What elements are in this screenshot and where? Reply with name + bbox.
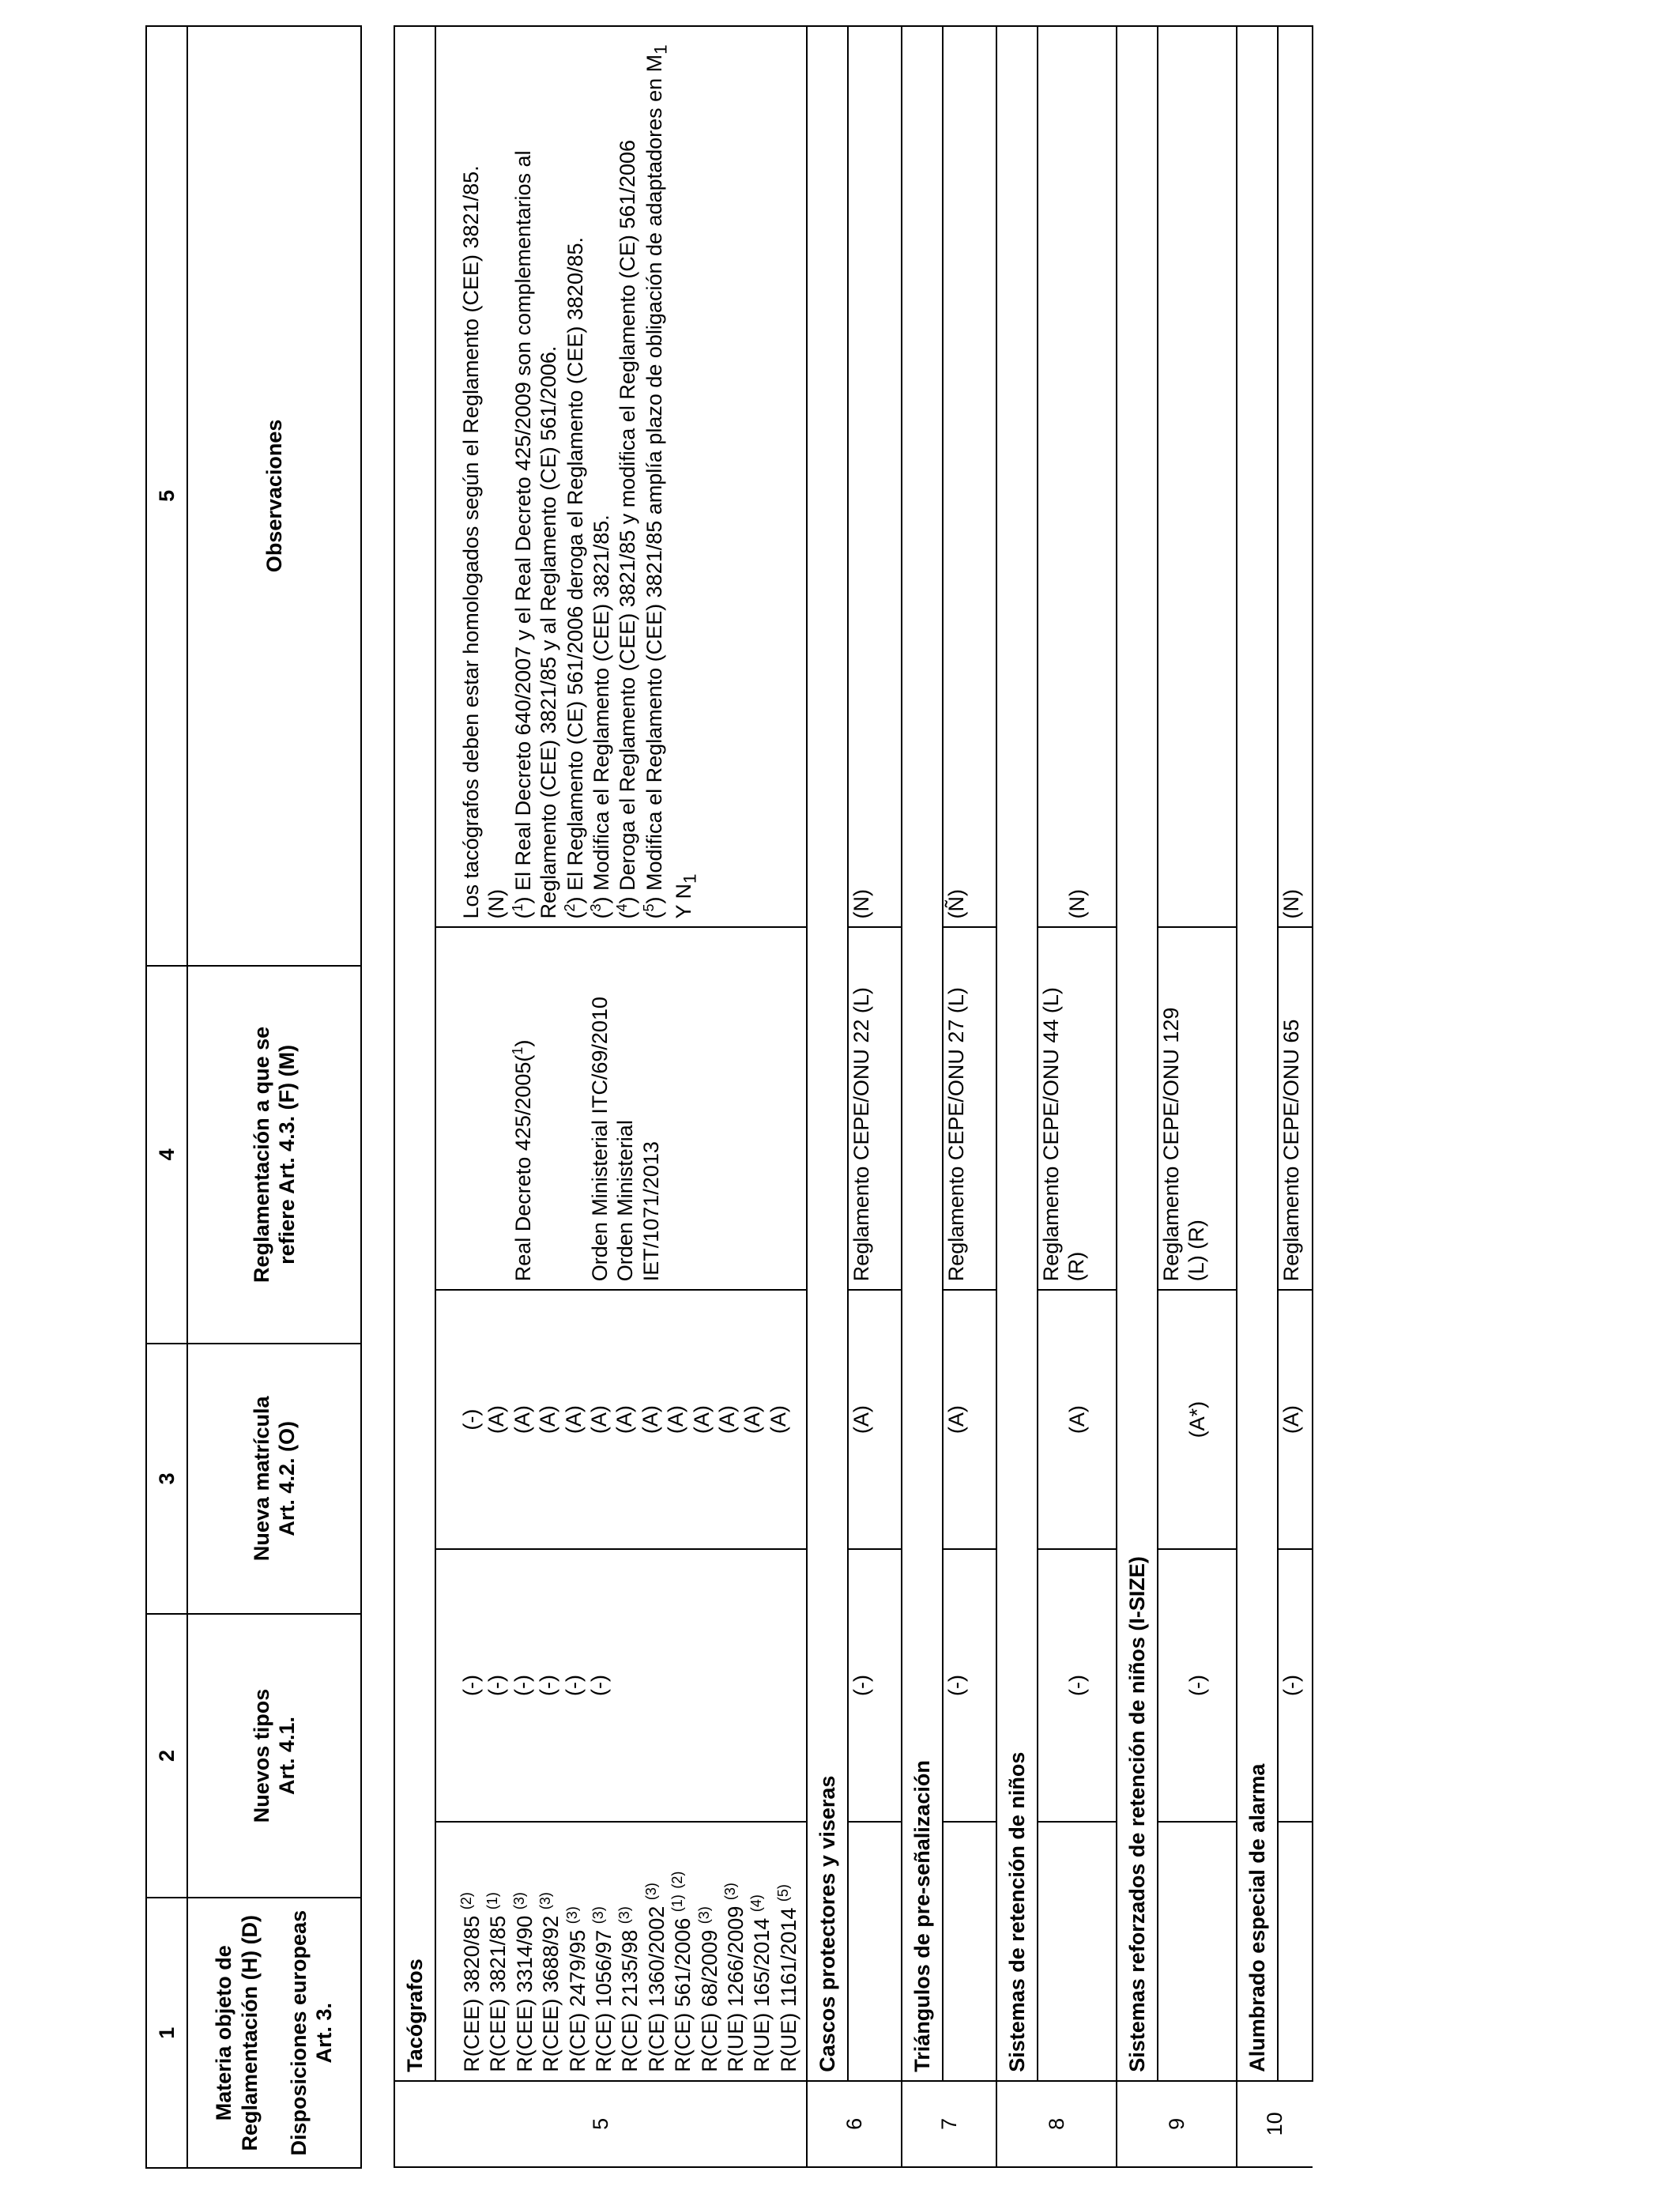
row-7-regulations: [943, 1822, 996, 2081]
row-9-regulations: [1158, 1822, 1237, 2081]
obs-line: ($^2$) El Reglamento (CE) 561/2006 deroga el Reglamento (CEE) 3820/85.: [561, 236, 587, 919]
new-reg-line: (-): [459, 1408, 483, 1431]
reg-line: R(CEE) 3821/85 $^{(1)}$: [484, 1892, 510, 2072]
header-nuevos-tipos-line-2: Art. 4.1.: [275, 1716, 299, 1796]
row-9-section: [1117, 26, 1158, 2167]
row-6-section: [807, 26, 848, 2167]
obs-line: ($^1$) El Real Decreto 640/2007 y el Real Decreto 425/2009 son complementarios al: [509, 150, 535, 919]
new-reg-line: (A): [664, 1405, 688, 1434]
header-reglamentacion-line-2: refiere Art. 4.3. (F) (M): [275, 1044, 299, 1265]
rule-line: (L) (R): [1185, 1220, 1209, 1282]
new-reg-line: (A): [510, 1405, 534, 1434]
row-6-section-title: Cascos protectores y viseras: [807, 26, 848, 2081]
row-5-rules: [435, 927, 807, 1290]
row-8-section: [996, 26, 1038, 2167]
new-reg-line: (A): [586, 1405, 611, 1434]
reg-line: R(CEE) 3688/92 $^{(3)}$: [537, 1892, 563, 2072]
row-7-number: 7: [902, 2081, 996, 2167]
rule-line: (R): [1064, 1251, 1089, 1282]
header-nueva-matricula-line-1: Nueva matrícula: [249, 1396, 273, 1562]
row-7-section-title: Triángulos de pre-señalización: [902, 26, 943, 2081]
new-reg-line: (A): [561, 1405, 586, 1434]
rule-line: Reglamento CEPE/ONU 129: [1159, 1007, 1183, 1282]
reg-line: R(CE) 2135/98 $^{(3)}$: [616, 1906, 642, 2072]
row-10-regulations: [1278, 1822, 1313, 2081]
new-types-line: (-): [536, 1675, 560, 1697]
obs-line: Y $N_1$: [672, 873, 700, 919]
rule-line: Orden Ministerial: [613, 1120, 638, 1282]
body-table: [394, 25, 1313, 2168]
new-types-line: (-): [484, 1675, 509, 1697]
obs-line: (N): [484, 889, 509, 919]
header-materia: [187, 1898, 361, 2168]
row-7-new-types: (-): [943, 1549, 996, 1822]
header-materia-line-4: Art. 3.: [312, 2002, 337, 2064]
header-materia-line-1: Materia objeto de: [212, 1945, 236, 2121]
row-6-observations: (N): [848, 26, 902, 927]
header-row: [187, 26, 361, 2168]
row-5-content: [435, 26, 807, 2167]
row-7-rules: [943, 927, 996, 1290]
row-9-new-types: (-): [1158, 1549, 1237, 1822]
row-5-observations: [435, 26, 807, 927]
row-6-new-registration: (A): [848, 1290, 902, 1549]
obs-line: ($^5$) Modifica el Reglamento (CEE) 3821/85 amplía plazo de obligación de adaptadores en $M_1$: [640, 44, 671, 919]
row-10-section: [1237, 26, 1278, 2167]
reg-line: R(CE) 1056/97 $^{(3)}$: [590, 1906, 616, 2072]
column-number-3: 3: [146, 1344, 187, 1614]
header-reglamentacion-line-1: Reglamentación a que se: [249, 1026, 273, 1283]
row-10-observations: (N): [1278, 26, 1313, 927]
row-6-new-types: (-): [848, 1549, 902, 1822]
row-8-content: [1038, 26, 1117, 2167]
new-reg-line: (A): [536, 1405, 560, 1434]
new-types-line: (-): [510, 1675, 534, 1697]
row-9-rules: [1158, 927, 1237, 1290]
row-9-section-title: Sistemas reforzados de retención de niños (I-SIZE): [1117, 26, 1158, 2081]
rule-line: IET/1071/2013: [638, 1141, 663, 1282]
column-number-5: 5: [146, 26, 187, 966]
row-10-section-title: Alumbrado especial de alarma: [1237, 26, 1278, 2081]
header-materia-line-2: Reglamentación (H) (D): [237, 1914, 262, 2151]
row-8-observations: (N): [1038, 26, 1117, 927]
column-number-4: 4: [146, 966, 187, 1344]
obs-line: ($^3$) Modifica el Reglamento (CEE) 3821/85.: [587, 515, 613, 919]
row-10-rules: [1278, 927, 1313, 1290]
row-7-observations: (Ñ): [943, 26, 996, 927]
header-nueva-matricula: [187, 1344, 361, 1614]
row-5-section-title: Tacógrafos: [394, 26, 435, 2081]
row-8-regulations: [1038, 1822, 1117, 2081]
row-9-observations: [1158, 26, 1237, 927]
header-reglamentacion: [187, 966, 361, 1344]
reg-line: R(CE) 1360/2002 $^{(3)}$: [642, 1883, 669, 2072]
rule-line: Reglamento CEPE/ONU 22 (L): [849, 987, 873, 1282]
column-number-1: 1: [146, 1898, 187, 2168]
new-reg-line: (A): [689, 1405, 714, 1434]
new-reg-line: (A): [714, 1405, 739, 1434]
new-types-line: (-): [586, 1675, 611, 1697]
row-8-new-registration: (A): [1038, 1290, 1117, 1549]
header-nueva-matricula-line-2: Art. 4.2. (O): [275, 1421, 299, 1536]
row-6-rules: [848, 927, 902, 1290]
rule-line: Real Decreto 425/2005($^1$): [509, 1039, 535, 1282]
reg-line: R(CE) 68/2009 $^{(3)}$: [695, 1906, 721, 2072]
row-5-new-registration: [435, 1290, 807, 1549]
reg-line: R(CE) 561/2006 $^{(1)}$ $^{(2)}$: [669, 1871, 695, 2072]
header-nuevos-tipos: [187, 1614, 361, 1898]
header-nuevos-tipos-line-1: Nuevos tipos: [249, 1688, 273, 1823]
obs-line: Los tacógrafos deben estar homologados según el Reglamento (CEE) 3821/85.: [459, 165, 483, 919]
reg-line: R(CEE) 3314/90 $^{(3)}$: [510, 1892, 537, 2072]
obs-line: ($^4$) Deroga el Reglamento (CEE) 3821/85 y modifica el Reglamento (CE) 561/2006: [614, 139, 640, 919]
rule-line: Reglamento CEPE/ONU 65: [1279, 1019, 1303, 1282]
column-number-2: 2: [146, 1614, 187, 1898]
rule-line: Reglamento CEPE/ONU 27 (L): [944, 987, 968, 1282]
row-10-new-types: (-): [1278, 1549, 1313, 1822]
row-8-section-title: Sistemas de retención de niños: [996, 26, 1038, 2081]
row-5-section: [394, 26, 435, 2167]
row-8-number: 8: [996, 2081, 1117, 2167]
row-8-new-types: (-): [1038, 1549, 1117, 1822]
row-7-new-registration: (A): [943, 1290, 996, 1549]
reg-line: R(UE) 1266/2009 $^{(3)}$: [721, 1883, 748, 2072]
row-9-new-registration: (A*): [1158, 1290, 1237, 1549]
row-7-content: [943, 26, 996, 2167]
row-9-number: 9: [1117, 2081, 1237, 2167]
new-types-line: (-): [561, 1675, 586, 1697]
reg-line: R(CEE) 3820/85 $^{(2)}$: [458, 1892, 484, 2072]
rule-line: Orden Ministerial ITC/69/2010: [587, 997, 612, 1282]
row-6-regulations: [848, 1822, 902, 2081]
new-types-line: (-): [459, 1675, 483, 1697]
new-reg-line: (A): [484, 1405, 509, 1434]
reg-line: R(CE) 2479/95 $^{(3)}$: [563, 1906, 590, 2072]
row-8-rules: [1038, 927, 1117, 1290]
row-10-number: 10: [1237, 2081, 1313, 2167]
new-reg-line: (A): [740, 1405, 765, 1434]
row-9-content: [1158, 26, 1237, 2167]
header-observaciones: Observaciones: [187, 26, 361, 966]
row-5-regulations: [435, 1822, 807, 2081]
rule-line: Reglamento CEPE/ONU 44 (L): [1039, 987, 1063, 1282]
row-6-content: [848, 26, 902, 2167]
row-5-number: 5: [394, 2081, 807, 2167]
new-reg-line: (A): [612, 1405, 637, 1434]
row-6-number: 6: [807, 2081, 902, 2167]
header-materia-line-3: Disposiciones europeas: [287, 1909, 311, 2156]
row-7-section: [902, 26, 943, 2167]
new-reg-line: (A): [766, 1405, 790, 1434]
obs-line: Reglamento (CEE) 3821/85 y al Reglamento (CE) 561/2006.: [537, 345, 561, 919]
regulation-table: [145, 25, 362, 2168]
row-5-new-types: [435, 1549, 807, 1822]
row-10-new-registration: (A): [1278, 1290, 1313, 1549]
reg-line: R(UE) 165/2014 $^{(4)}$: [748, 1894, 774, 2072]
new-reg-line: (A): [638, 1405, 662, 1434]
row-10-content: [1278, 26, 1313, 2167]
column-number-row: [146, 26, 187, 2168]
reg-line: R(UE) 1161/2014 $^{(5)}$: [774, 1884, 800, 2072]
